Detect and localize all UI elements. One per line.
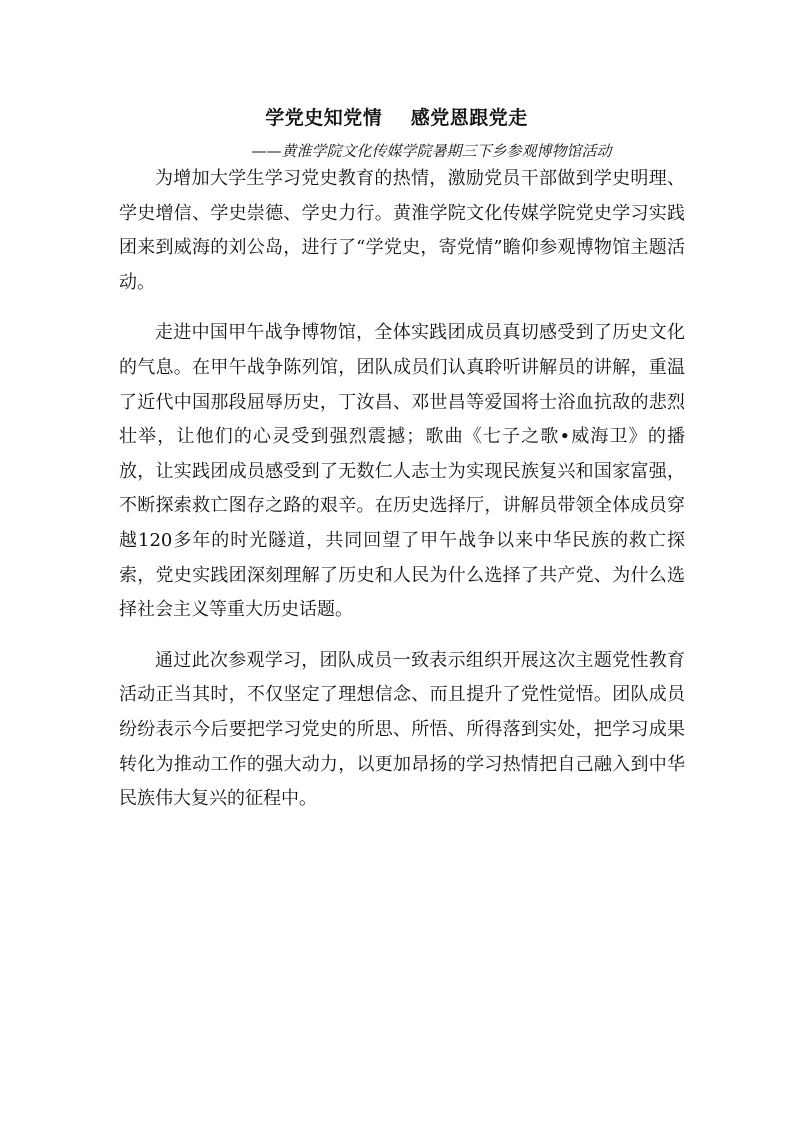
paragraph-1: 为增加大学生学习党史教育的热情，激励党员干部做到学史明理、学史增信、学史崇德、学史力行。黄淮学院文化传媒学院党史学习实践团来到威海的刘公岛，进行了“学党史，寄党情”瞻仰参观博物馆主题活动。: [119, 168, 685, 293]
page-subtitle: ——黄淮学院文化传媒学院暑期三下乡参观博物馆活动: [251, 142, 612, 160]
paragraph-2: 走进中国甲午战争博物馆，全体实践团成员真切感受到了历史文化的气息。在甲午战争陈列馆，团队成员们认真聆听讲解员的讲解，重温了近代中国那段屈辱历史，丁汝昌、邓世昌等爱国将士浴血抗敌的悲烈壮举，让他们的心灵受到强烈震撼；歌曲《七子之歌•威海卫》的播放，让实践团成员感受到了无数仁人志士为实现民族复兴和国家富强，不断探索救亡图存之路的艰辛。在历史选择厅，讲解员带领全体成员穿越120多年的时光隧道，共同回望了甲午战争以来中华民族的救亡探索，党史实践团深刻理解了历史和人民为什么选择了共产党、为什么选择社会主义等重大历史话题。: [119, 322, 685, 621]
page-title: 学党史知党情 感党恩跟党走: [265, 107, 528, 129]
paragraph-3: 通过此次参观学习，团队成员一致表示组织开展这次主题党性教育活动正当其时，不仅坚定了理想信念、而且提升了党性觉悟。团队成员纷纷表示今后要把学习党史的所思、所悟、所得落到实处，把学习成果转化为推动工作的强大动力，以更加昂扬的学习热情把自己融入到中华民族伟大复兴的征程中。: [119, 649, 685, 810]
article-body: [119, 162, 685, 833]
